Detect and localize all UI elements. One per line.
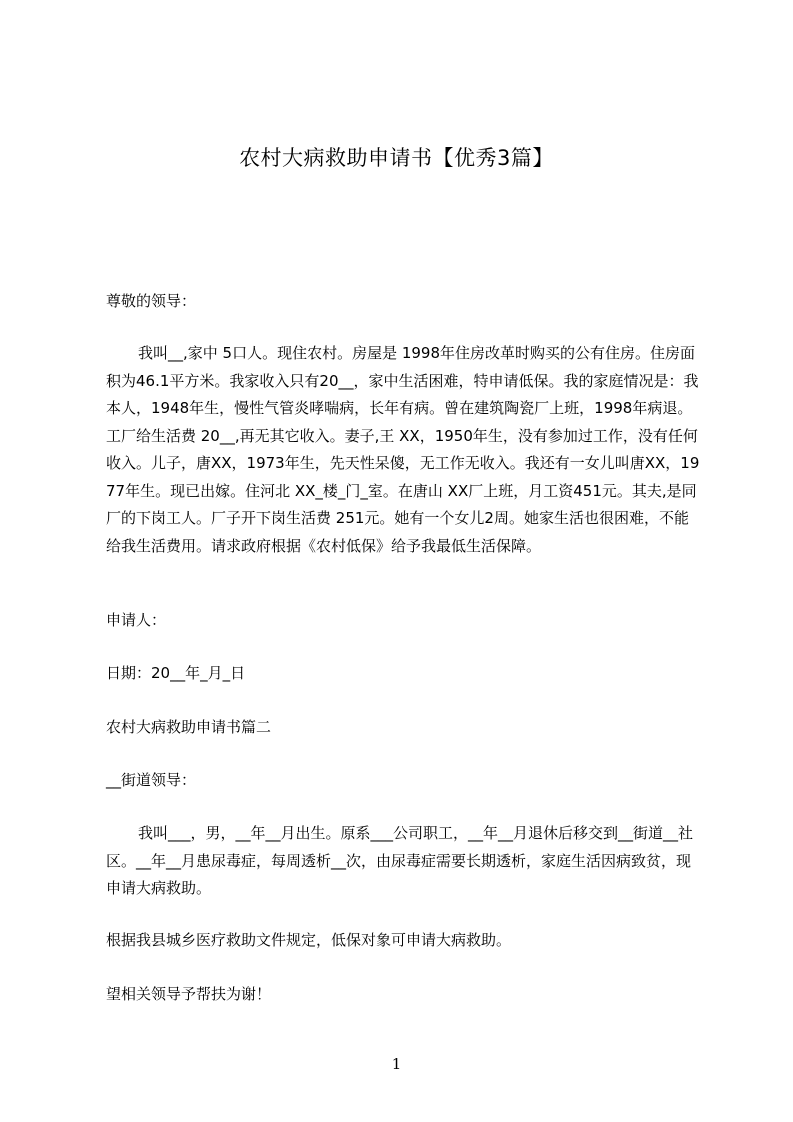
body-paragraph-2: 我叫___，男，__年__月出生。原系___公司职工，__年__月退休后移交到__街道__社区。__年__月患尿毒症，每周透析__次，由尿毒症需要长期透析，家庭生活因病致贫，现申请大病救助。 [106, 824, 694, 897]
date-line: 日期：20__年_月_日 [106, 664, 246, 682]
closing-line: 望相关领导予帮扶为谢！ [106, 985, 272, 1003]
salutation-1: 尊敬的领导： [106, 292, 197, 310]
body-paragraph-3: 根据我县城乡医疗救助文件规定，低保对象可申请大病救助。 [106, 931, 512, 949]
section-2-heading: 农村大病救助申请书篇二 [106, 718, 272, 736]
salutation-2: __街道领导： [106, 771, 197, 789]
body-paragraph-1: 我叫__,家中 5口人。现住农村。房屋是 1998年住房改革时购买的公有住房。住房面积为46.1平方米。我家收入只有20__，家中生活困难，特申请低保。我的家庭情况是：我本人，1948年生，慢性气管炎哮喘病，长年有病。曾在建筑陶瓷厂上班，1998年病退。工厂给生活费 20__,再无其它收入。妻子,王 XX，1950年生，没有参加过工作，没有任何收入。儿子，唐XX，1973年生，先天性呆傻，无工作无收入。我还有一女儿叫唐XX，1977年生。现已出嫁。住河北 XX_楼_门_室。在唐山 XX厂上班，月工资451元。其夫,是同厂的下岗工人。厂子开下岗生活费 251元。她有一个女儿2周。她家生活也很困难，不能给我生活费用。请求政府根据《农村低保》给予我最低生活保障。 [106, 344, 700, 555]
applicant-line: 申请人： [106, 611, 167, 629]
document-title: 农村大病救助申请书【优秀3篇】 [239, 146, 554, 170]
page-number: 1 [391, 1055, 402, 1073]
